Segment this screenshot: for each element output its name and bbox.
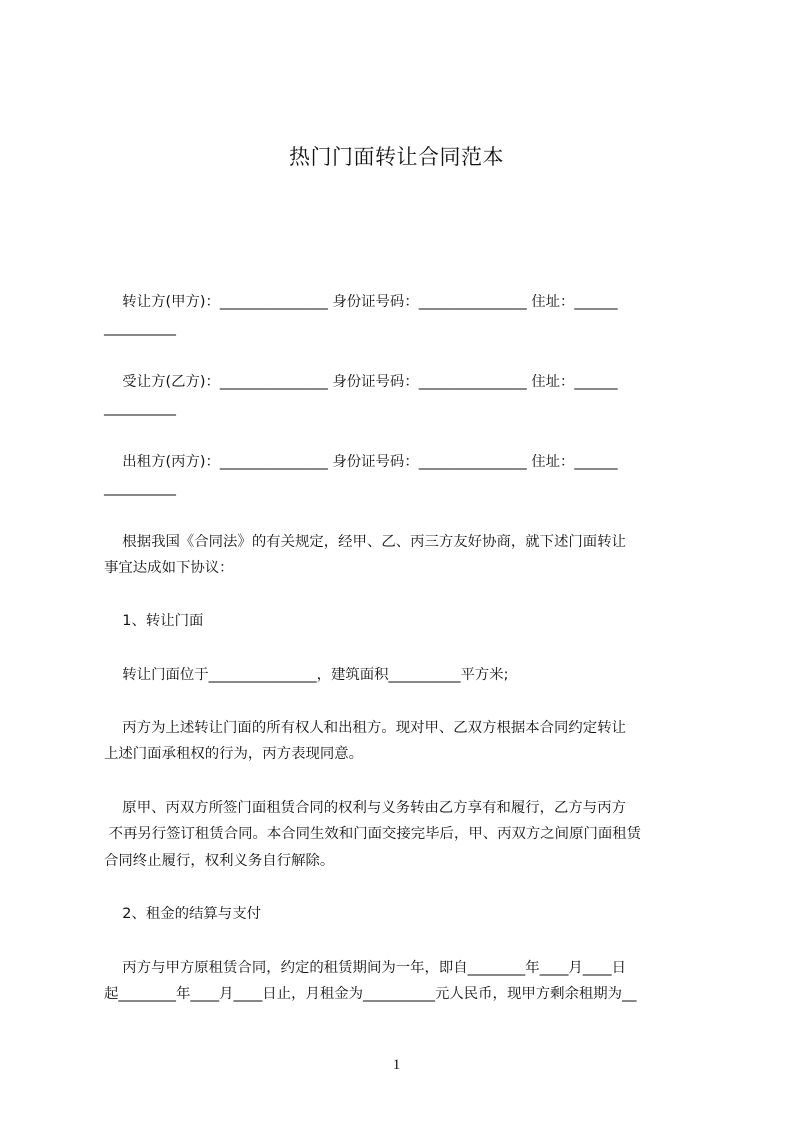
paragraph-line: 合同终止履行，权利义务自行解除。 — [104, 853, 335, 869]
page-number: 1 — [392, 1057, 401, 1073]
document-title: 热门门面转让合同范本 — [289, 145, 504, 169]
section-heading-2: 2、租金的结算与支付 — [104, 906, 261, 922]
transferor-line-cont: __________ — [104, 320, 176, 336]
transferee-line: 受让方(乙方)：_______________ 身份证号码：_______________ 住址：______ — [104, 374, 618, 390]
transferor-line: 转让方(甲方)：_______________ 身份证号码：_______________ 住址：______ — [104, 294, 618, 310]
transferee-line-cont: __________ — [104, 400, 176, 416]
paragraph-line: 起________年____月____日止，月租金为__________元人民币，现甲方剩余租期为__ — [104, 986, 637, 1002]
paragraph-line: 上述门面承租权的行为，丙方表现同意。 — [104, 746, 364, 762]
location-line: 转让门面位于_______________，建筑面积__________平方米; — [104, 667, 509, 683]
lessor-line-cont: __________ — [104, 480, 176, 496]
lessor-line: 出租方(丙方)：_______________ 身份证号码：_______________ 住址：______ — [104, 454, 618, 470]
paragraph-line: 丙方为上述转让门面的所有权人和出租方。现对甲、乙双方根据本合同约定转让 — [104, 720, 626, 736]
intro-paragraph-line: 事宜达成如下协议： — [104, 560, 234, 576]
paragraph-line: 不再另行签订租赁合同。本合同生效和门面交接完毕后，甲、丙双方之间原门面租赁 — [104, 826, 642, 842]
paragraph-line: 原甲、丙双方所签门面租赁合同的权利与义务转由乙方享有和履行，乙方与丙方 — [104, 800, 626, 816]
intro-paragraph-line: 根据我国《合同法》的有关规定，经甲、乙、丙三方友好协商，就下述门面转让 — [104, 534, 626, 550]
paragraph-line: 丙方与甲方原租赁合同，约定的租赁期间为一年，即自________年____月____日 — [104, 960, 626, 976]
section-heading-1: 1、转让门面 — [104, 613, 204, 629]
